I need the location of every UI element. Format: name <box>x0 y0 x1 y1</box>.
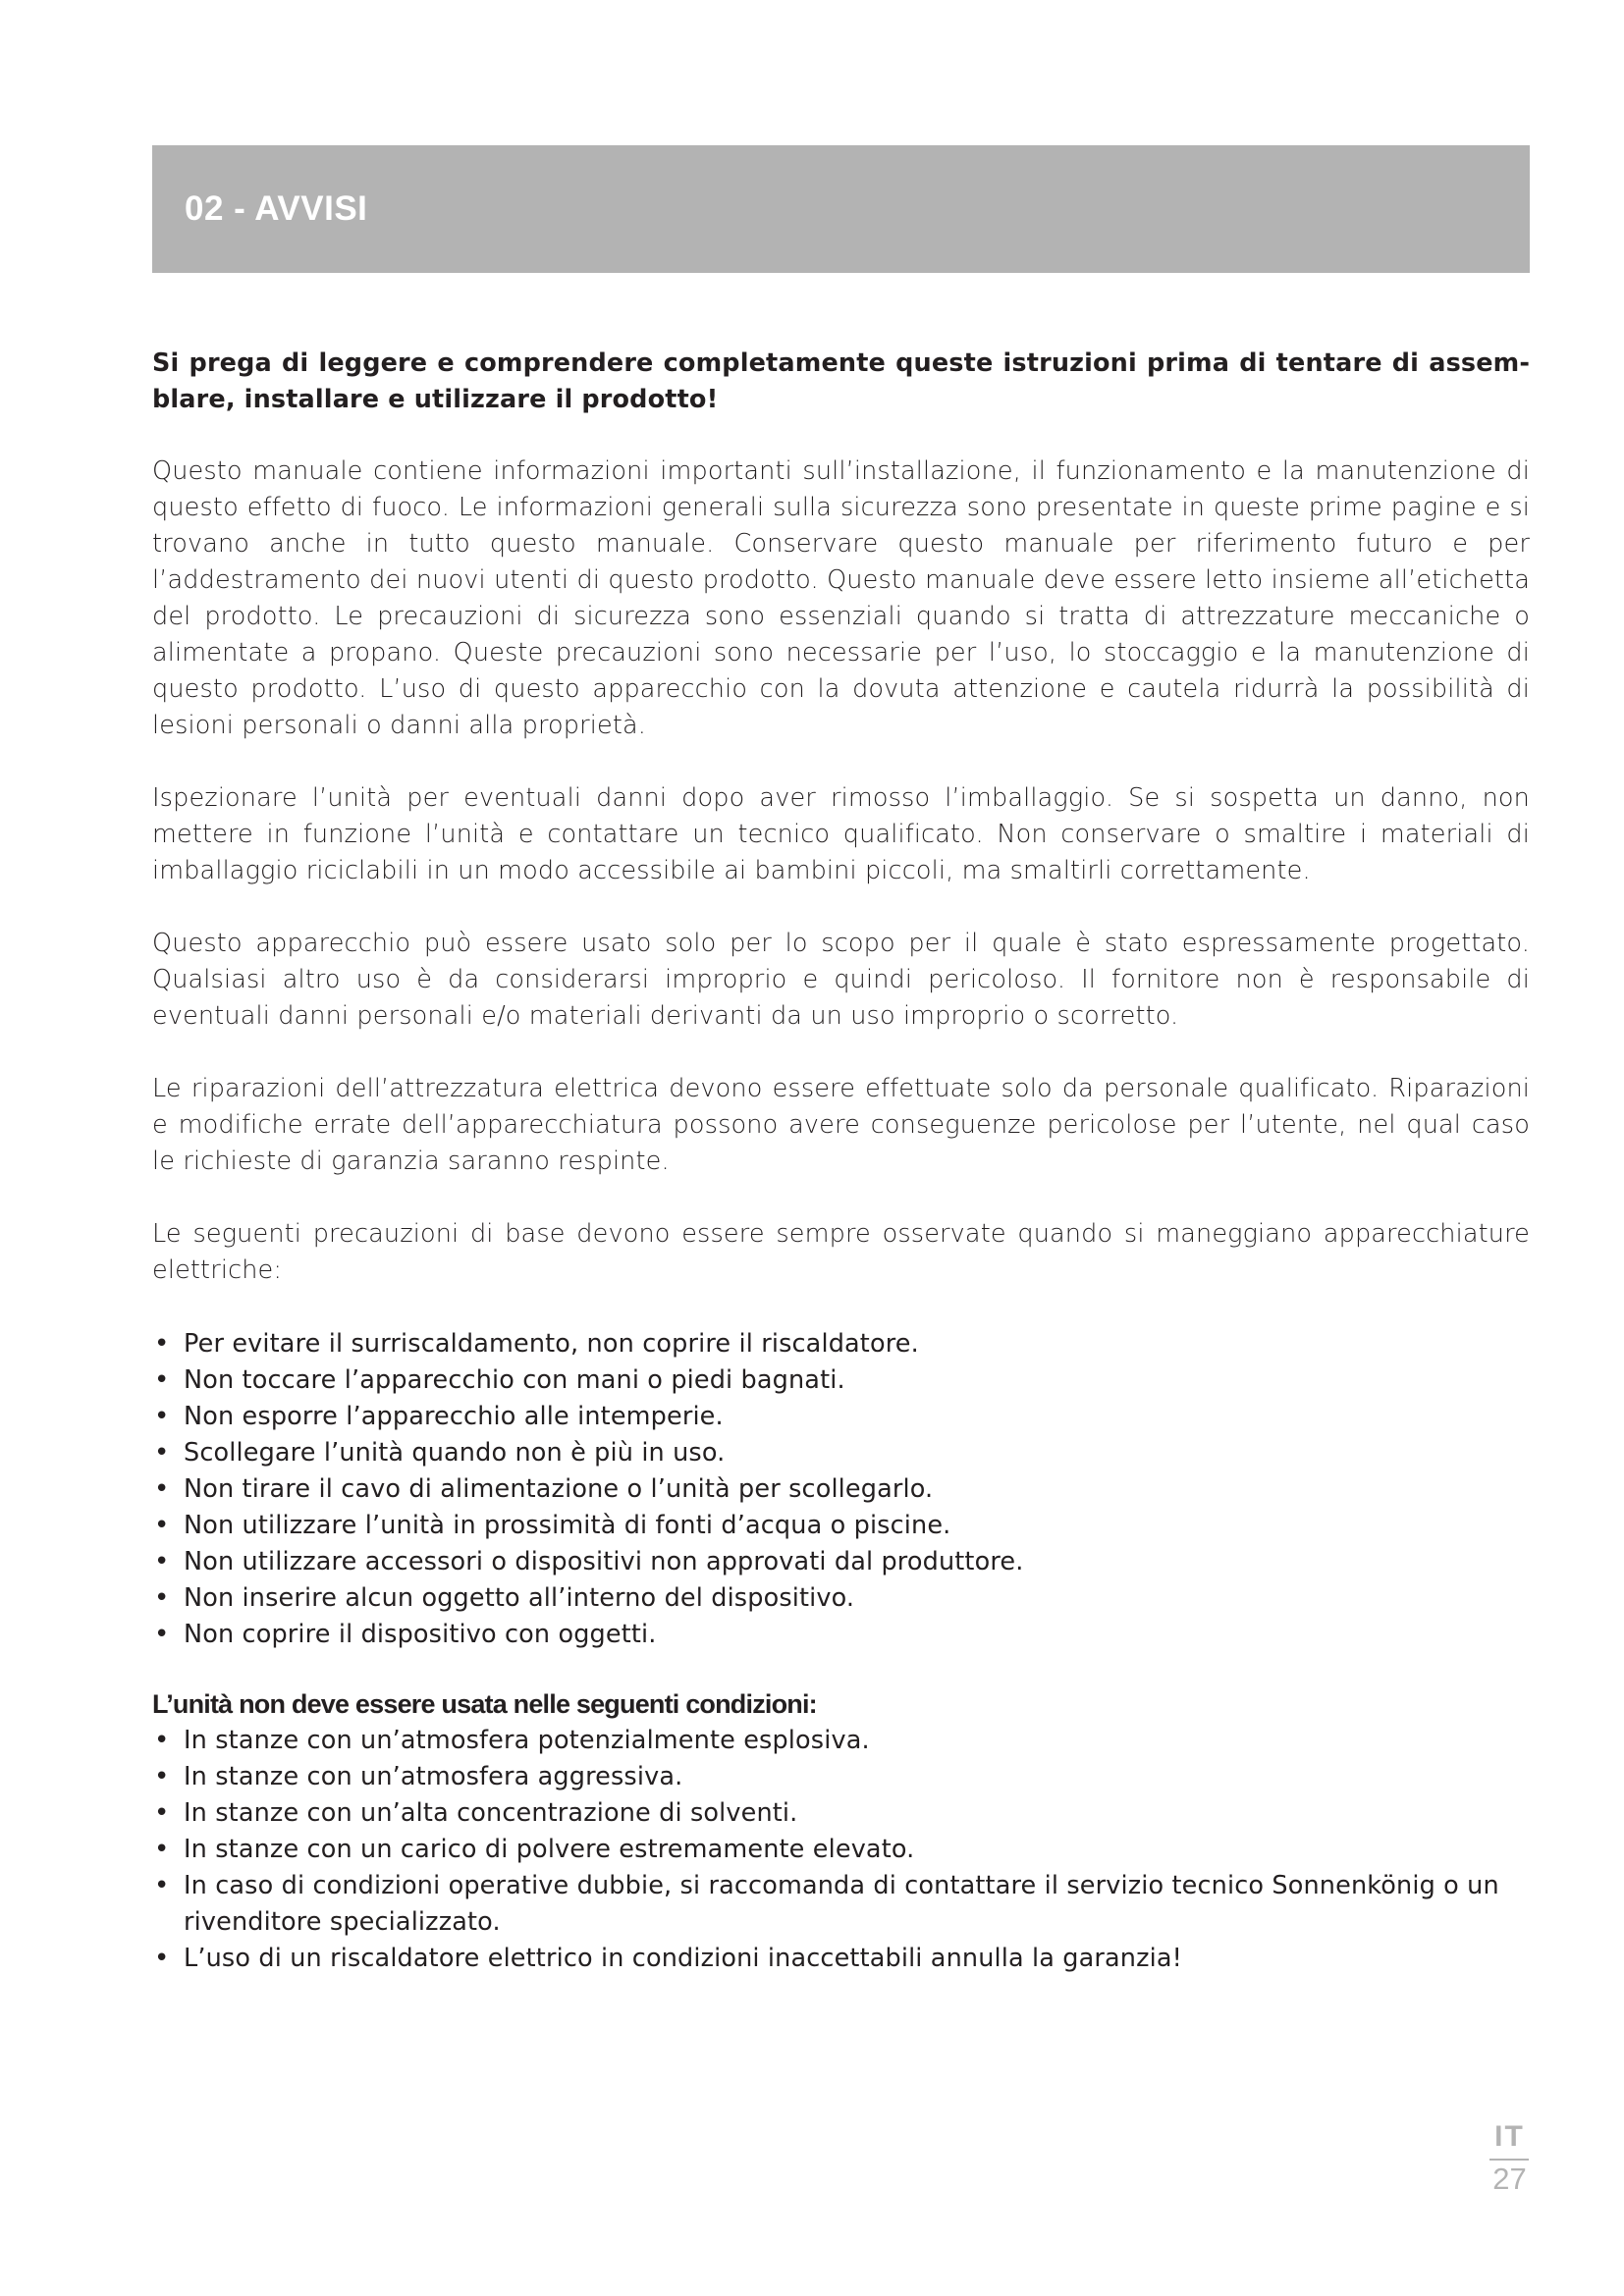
list-item: • In stanze con un’alta concentrazione di solventi. <box>152 1795 1530 1832</box>
warnings-content <box>152 346 1530 1977</box>
list-item: • Non utilizzare l’unità in prossimità di fonti d’acqua o piscine. <box>152 1508 1530 1544</box>
list-item: • Non inserire alcun oggetto all’interno del dispositivo. <box>152 1580 1530 1617</box>
list-item: • L’uso di un riscaldatore elettrico in condizioni inaccettabili annulla la garanzia! <box>152 1941 1530 1977</box>
paragraph-manual-info: Questo manuale contiene informazioni importanti sull’installazione, il funzionamento e la manutenzione di questo effetto di fuoco. Le informazioni generali sulla sicurezza sono presentate in queste prime pagine e si trovano anche in tutto questo manuale. Conservare questo manuale per riferimento futuro e per l’addestramento dei nuovi utenti di questo prodotto. Questo manuale deve essere letto insieme all’etichetta del prodotto. Le precauzioni di sicurezza sono essenziali quando si tratta di attrezzature meccaniche o alimentate a propano. Queste precauzioni sono necessarie per l’uso, lo stoccaggio e la manutenzione di questo prodotto. L’uso di questo apparecchio con la dovuta attenzione e cautela ridurrà la possibilità di lesioni personali o danni alla proprietà. <box>152 456 1530 740</box>
list-item: • Scollegare l’unità quando non è più in uso. <box>152 1435 1530 1471</box>
list-item: • Non toccare l’apparecchio con mani o piedi bagnati. <box>152 1362 1530 1399</box>
section-header <box>152 145 1530 273</box>
conditions-heading: L’unità non deve essere usata nelle seguenti condizioni: <box>152 1689 817 1719</box>
list-item: • Non tirare il cavo di alimentazione o l’unità per scollegarlo. <box>152 1471 1530 1508</box>
paragraph-inspection: Ispezionare l’unità per eventuali danni dopo aver rimosso l’imballaggio. Se si sospetta un danno, non mettere in funzione l’unità e contattare un tecnico qualificato. Non conservare o smaltire i materiali di imballaggio riciclabili in un modo accessibile ai bambini piccoli, ma smaltirli correttamente. <box>152 783 1530 885</box>
precautions-list <box>152 1326 1530 1653</box>
paragraph-basic-precautions: Le seguenti precauzioni di base devono essere sempre osservate quando si maneggiano apparecchiature elettriche: <box>152 1219 1530 1285</box>
list-item: • Per evitare il surriscaldamento, non coprire il riscaldatore. <box>152 1326 1530 1362</box>
list-item: • In stanze con un carico di polvere estremamente elevato. <box>152 1832 1530 1868</box>
paragraph-repairs: Le riparazioni dell’attrezzatura elettrica devono essere effettuate solo da personale qualificato. Riparazioni e modifiche errate dell’apparecchiatura possono avere conseguenze pericolose per l’utente, nel qual caso le richieste di garanzia saranno respinte. <box>152 1074 1530 1176</box>
page-number: 27 <box>1492 2162 1527 2196</box>
conditions-list <box>152 1723 1530 1977</box>
footer-language-code: IT <box>1494 2120 1525 2153</box>
list-item: • Non coprire il dispositivo con oggetti. <box>152 1617 1530 1653</box>
intro-warning: Si prega di leggere e comprendere completamente queste istruzioni prima di tentare di assemblare, installare e utilizzare il prodotto! <box>152 348 1530 414</box>
paragraph-intended-use: Questo apparecchio può essere usato solo per lo scopo per il quale è stato espressamente progettato. Qualsiasi altro uso è da considerarsi improprio e quindi pericoloso. Il fornitore non è responsabile di eventuali danni personali e/o materiali derivanti da un uso improprio o scorretto. <box>152 929 1530 1031</box>
footer-divider <box>1489 2159 1529 2161</box>
section-title: 02 - AVVISI <box>185 189 368 228</box>
list-item: • Non esporre l’apparecchio alle intemperie. <box>152 1399 1530 1435</box>
list-item: • In caso di condizioni operative dubbie, si raccomanda di contattare il servizio tecnico Sonnenkönig o un rivenditore specializzato. <box>152 1868 1530 1941</box>
list-item: • In stanze con un’atmosfera potenzialmente esplosiva. <box>152 1723 1530 1759</box>
list-item: • Non utilizzare accessori o dispositivi non approvati dal produttore. <box>152 1544 1530 1580</box>
list-item: • In stanze con un’atmosfera aggressiva. <box>152 1759 1530 1795</box>
